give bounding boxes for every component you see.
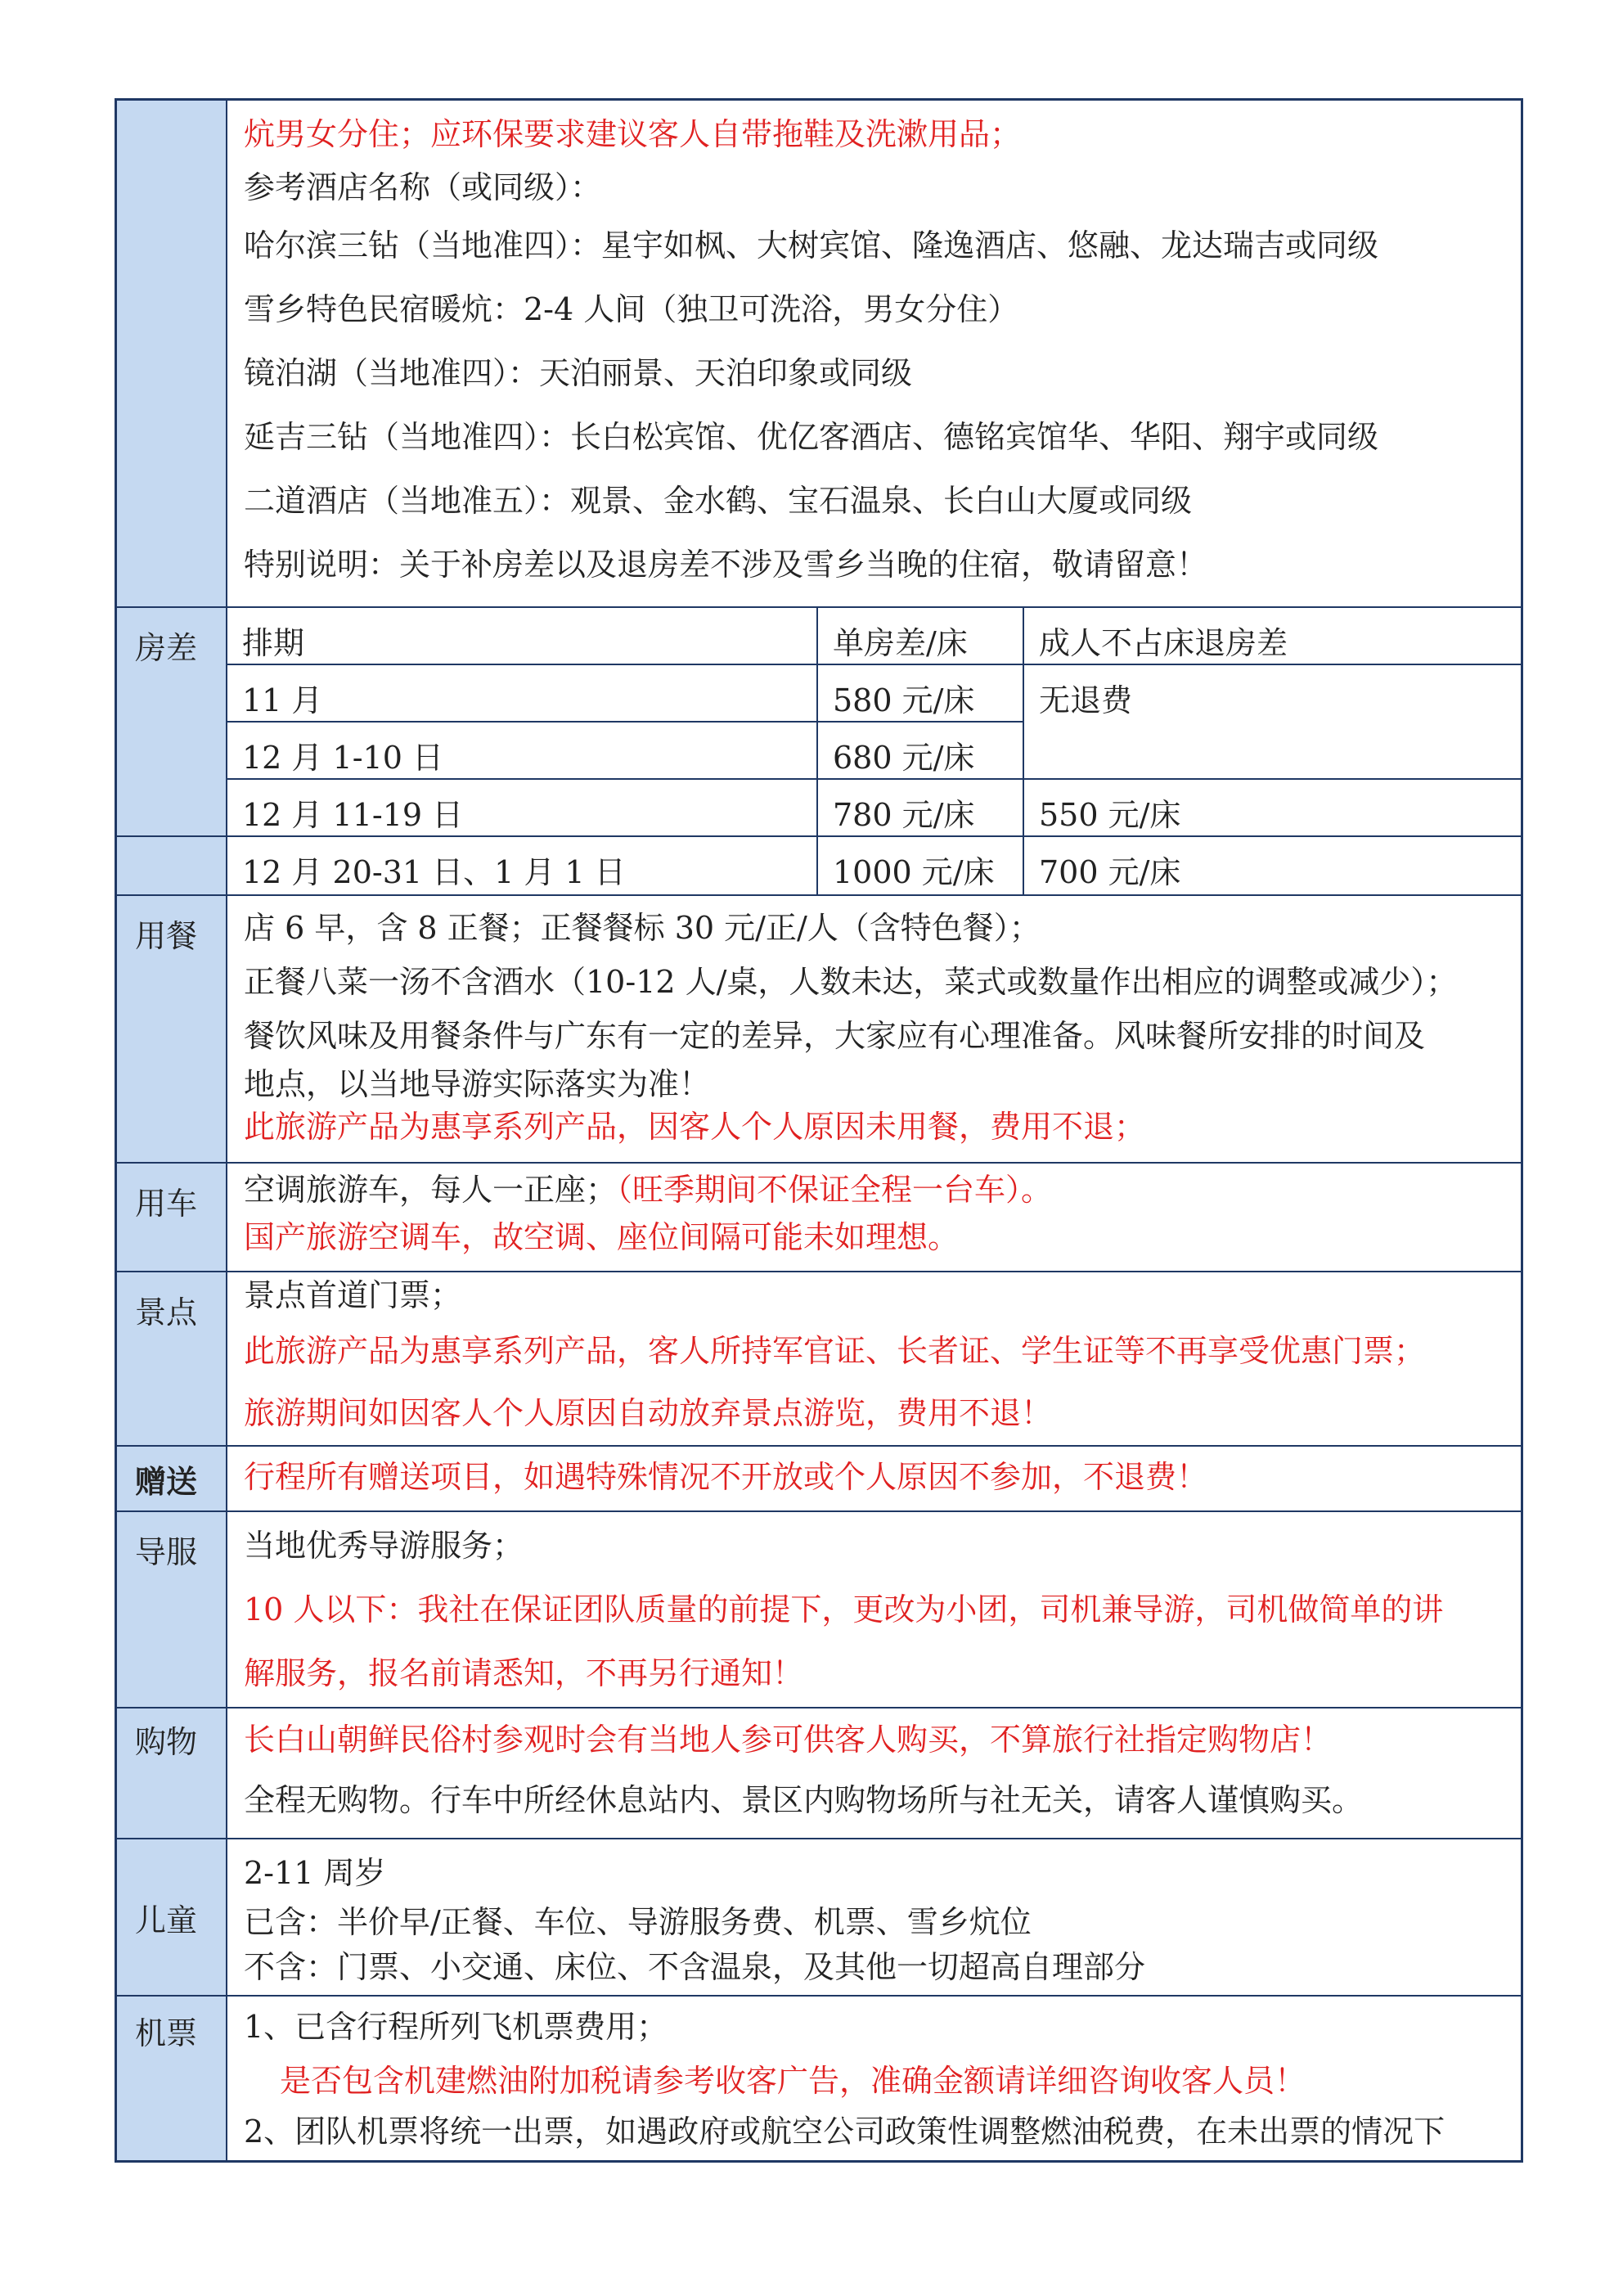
ticket-content — [227, 1997, 1521, 2160]
hotel-line: 哈尔滨三钻（当地准四）：星宇如枫、大树宾馆、隆逸酒店、悠融、龙达瑞吉或同级 — [244, 227, 1379, 263]
ticket-label: 机票 — [117, 1997, 227, 2160]
gift-content — [227, 1447, 1521, 1510]
car-content — [227, 1164, 1521, 1271]
child-content — [227, 1839, 1521, 1995]
car-note: 国产旅游空调车，故空调、座位间隔可能未如理想。 — [244, 1219, 960, 1255]
header-single: 单房差/床 — [818, 608, 1024, 665]
guide-label: 导服 — [117, 1512, 227, 1707]
shop-label: 购物 — [117, 1708, 227, 1838]
room-diff-label-cell — [117, 608, 227, 894]
shop-row — [117, 1708, 1521, 1839]
hotel-line: 延吉三钻（当地准四）：长白松宾馆、优亿客酒店、德铭宾馆华、华阳、翔宇或同级 — [244, 419, 1379, 455]
meal-line: 正餐八菜一汤不含酒水（10-12 人/桌，人数未达，菜式或数量作出相应的调整或减少）； — [244, 964, 1458, 1000]
guide-content — [227, 1512, 1521, 1707]
meal-row — [117, 896, 1521, 1164]
child-age: 2-11 周岁 — [244, 1855, 386, 1891]
gift-note: 行程所有赠送项目，如遇特殊情况不开放或个人原因不参加，不退费！ — [244, 1459, 1208, 1495]
single-cell: 780 元/床 — [818, 780, 1024, 837]
sight-note: 旅游期间如因客人个人原因自动放弃景点游览，费用不退！ — [244, 1395, 1053, 1431]
ticket-line: 1、已含行程所列飞机票费用； — [244, 2009, 668, 2045]
guide-line: 当地优秀导游服务； — [244, 1528, 524, 1564]
sight-content — [227, 1272, 1521, 1445]
shop-content — [227, 1708, 1521, 1838]
car-row — [117, 1164, 1521, 1272]
header-refund: 成人不占床退房差 — [1024, 608, 1521, 665]
car-line-text: 空调旅游车，每人一正座； — [244, 1172, 618, 1208]
single-cell: 680 元/床 — [818, 723, 1024, 780]
period-cell: 12 月 1-10 日 — [227, 723, 818, 780]
refund-cell: 550 元/床 — [1024, 780, 1521, 837]
hotel-row — [117, 101, 1521, 608]
car-label: 用车 — [117, 1164, 227, 1271]
period-cell: 12 月 20-31 日、1 月 1 日 — [227, 837, 818, 894]
gift-label: 赠送 — [117, 1447, 227, 1510]
single-cell: 1000 元/床 — [818, 837, 1024, 894]
meal-line: 店 6 早，含 8 正餐；正餐餐标 30 元/正/人（含特色餐）； — [244, 910, 1041, 946]
sight-line: 景点首道门票； — [244, 1277, 462, 1313]
sight-label: 景点 — [117, 1272, 227, 1445]
shop-note: 长白山朝鲜民俗村参观时会有当地人参可供客人购买，不算旅行社指定购物店！ — [244, 1722, 1333, 1758]
header-period: 排期 — [227, 608, 818, 665]
car-line — [244, 1168, 1521, 1211]
room-diff-grid — [227, 608, 1521, 894]
hotel-line: 二道酒店（当地准五）：观景、金水鹤、宝石温泉、长白山大厦或同级 — [244, 483, 1193, 519]
meal-content — [227, 896, 1521, 1162]
refund-cell: 700 元/床 — [1039, 854, 1181, 890]
child-excluded: 不含：门票、小交通、床位、不含温泉，及其他一切超高自理部分 — [244, 1949, 1146, 1985]
hotel-line: 镜泊湖（当地准四）：天泊丽景、天泊印象或同级 — [244, 355, 913, 391]
sight-note: 此旅游产品为惠享系列产品，客人所持军官证、长者证、学生证等不再享受优惠门票； — [244, 1333, 1426, 1369]
child-label: 儿童 — [117, 1839, 227, 1995]
ticket-line: 2、团队机票将统一出票，如遇政府或航空公司政策性调整燃油税费，在未出票的情况下 — [244, 2114, 1445, 2150]
single-cell: 580 元/床 — [818, 665, 1024, 723]
meal-label: 用餐 — [117, 896, 227, 1162]
ticket-row — [117, 1997, 1521, 2160]
room-diff-label: 房差 — [117, 608, 226, 837]
hotel-label-cell — [117, 101, 227, 606]
room-diff-row — [117, 608, 1521, 896]
hotel-content — [227, 101, 1521, 606]
meal-note: 此旅游产品为惠享系列产品，因客人个人原因未用餐，费用不退； — [244, 1109, 1146, 1145]
ticket-note: 是否包含机建燃油附加税请参考收客广告，准确金额请详细咨询收客人员！ — [280, 2063, 1306, 2099]
info-table — [115, 98, 1523, 2163]
period-cell: 12 月 11-19 日 — [227, 780, 818, 837]
shop-line: 全程无购物。行车中所经休息站内、景区内购物场所与社无关，请客人谨慎购买。 — [244, 1782, 1364, 1818]
meal-line: 餐饮风味及用餐条件与广东有一定的差异，大家应有心理准备。风味餐所安排的时间及 — [244, 1018, 1426, 1054]
child-row — [117, 1839, 1521, 1997]
hotel-line: 雪乡特色民宿暖炕：2-4 人间（独卫可洗浴，男女分住） — [244, 291, 1019, 327]
guide-note: 解服务，报名前请悉知，不再另行通知！ — [244, 1655, 804, 1691]
meal-line: 地点，以当地导游实际落实为准！ — [244, 1066, 711, 1102]
guide-note: 10 人以下：我社在保证团队质量的前提下，更改为小团，司机兼导游，司机做简单的讲 — [244, 1591, 1444, 1627]
child-included: 已含：半价早/正餐、车位、导游服务费、机票、雪乡炕位 — [244, 1904, 1032, 1940]
refund-merged-cell: 无退费 — [1024, 665, 1521, 780]
sight-row — [117, 1272, 1521, 1447]
gift-row — [117, 1447, 1521, 1512]
hotel-line: 炕男女分住；应环保要求建议客人自带拖鞋及洗漱用品； — [244, 116, 1022, 152]
hotel-line: 特别说明：关于补房差以及退房差不涉及雪乡当晚的住宿，敬请留意！ — [244, 547, 1208, 583]
period-cell: 11 月 — [227, 665, 818, 723]
guide-row — [117, 1512, 1521, 1708]
car-line-note: （旺季期间不保证全程一台车）。 — [617, 1172, 1053, 1208]
hotel-line: 参考酒店名称（或同级）： — [244, 169, 602, 205]
